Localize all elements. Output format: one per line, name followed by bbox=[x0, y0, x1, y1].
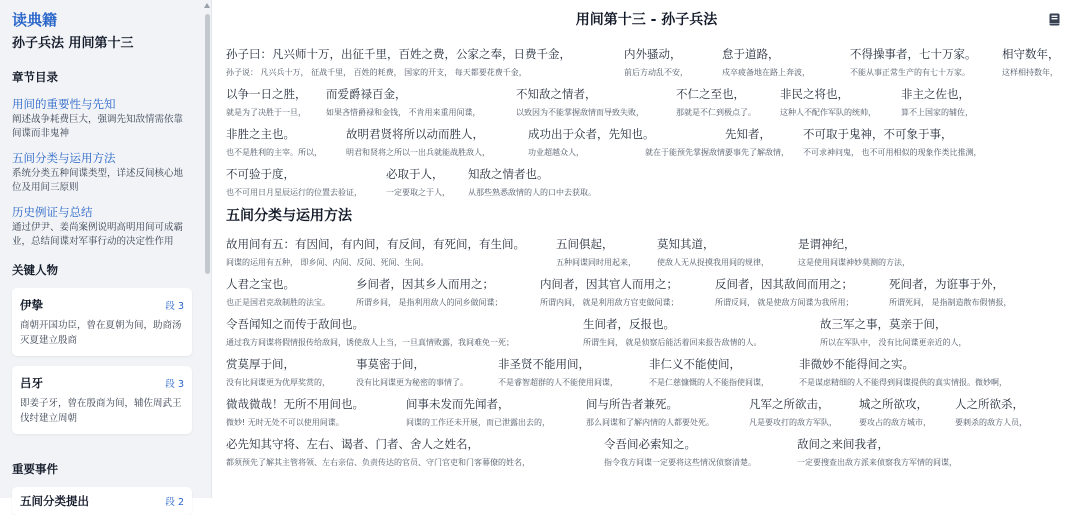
translation-text: 要刺杀的敌方人员， bbox=[955, 418, 1027, 427]
sentence-segment[interactable] bbox=[657, 236, 798, 269]
original-text: 间事未发而先闻者， bbox=[406, 397, 510, 411]
toc-item[interactable] bbox=[12, 151, 188, 195]
sentence-segment[interactable] bbox=[859, 396, 955, 429]
sentence-segment[interactable] bbox=[604, 436, 797, 469]
text-row bbox=[226, 316, 1067, 349]
translation-text: 那就是不仁到极点了。 bbox=[676, 108, 756, 117]
sentence-segment[interactable] bbox=[356, 356, 498, 389]
person-name: 伊挚 bbox=[20, 298, 43, 312]
toc-list bbox=[12, 97, 188, 249]
toc-item-title[interactable]: 五间分类与运用方法 bbox=[12, 151, 116, 165]
sentence-segment[interactable] bbox=[583, 316, 820, 349]
original-text: 孙子曰：凡兴师十万，出征千里，百姓之费，公家之奉，日费千金， bbox=[226, 47, 571, 61]
original-text: 微哉微哉！无所不用间也。 bbox=[226, 397, 364, 411]
original-text: 内间者，因其官人而用之； bbox=[540, 277, 678, 291]
original-text: 内外骚动， bbox=[624, 47, 682, 61]
sentence-segment[interactable] bbox=[624, 46, 722, 79]
translation-text: 不是睿智超群的人不能使用间谍， bbox=[498, 378, 618, 387]
original-text: 人之所欲杀， bbox=[955, 397, 1024, 411]
translation-text: 所以在军队中， 没有比间谍更亲近的人， bbox=[820, 338, 967, 347]
original-text: 不可取于鬼神，不可象于事， bbox=[803, 127, 953, 141]
translation-text: 明君和贤将之所以一出兵就能战胜敌人， bbox=[346, 148, 490, 157]
translation-text: 功业超越众人， bbox=[528, 148, 584, 157]
translation-text: 没有比间谍更为秘密的事情了。 bbox=[356, 378, 468, 387]
translation-text: 不能从事正常生产的有七十万家。 bbox=[850, 68, 970, 77]
translation-text: 要攻占的敌方城市， bbox=[859, 418, 931, 427]
original-text: 非仁义不能使间， bbox=[649, 357, 741, 371]
translation-text: 这种人不配作军队的统帅， bbox=[780, 108, 876, 117]
person-card[interactable] bbox=[12, 288, 192, 356]
text-row bbox=[226, 276, 1067, 309]
translation-text: 使敌人无从捉摸我用间的规律， bbox=[657, 258, 769, 267]
original-text: 必先知其守将、左右、谒者、门者、舍人之姓名， bbox=[226, 437, 479, 451]
translation-text: 就是为了决胜于一旦， bbox=[226, 108, 306, 117]
sentence-segment[interactable] bbox=[226, 316, 583, 349]
sentence-segment[interactable] bbox=[528, 126, 655, 159]
translation-text: 也正是国君克敌制胜的法宝。 bbox=[226, 298, 330, 307]
sentence-segment[interactable] bbox=[850, 46, 1002, 79]
person-card-header bbox=[20, 297, 184, 313]
event-card[interactable] bbox=[12, 487, 192, 515]
translation-text: 不是谋虑精细的人不能得到间谍提供的真实情报。微妙啊， bbox=[799, 378, 1007, 387]
original-text: 不可验于度， bbox=[226, 167, 295, 181]
segment-link[interactable]: 段 2 bbox=[165, 497, 184, 508]
text-row bbox=[226, 126, 1067, 159]
sentence-segment[interactable] bbox=[725, 126, 803, 159]
translation-text: 所谓内间， 就是利用敌方官吏做间谍； bbox=[540, 298, 679, 307]
original-text: 莫知其道， bbox=[657, 237, 715, 251]
sentence-segment[interactable] bbox=[498, 356, 649, 389]
translation-text: 通过我方间谍将假情报传给敌间，诱使敌人上当，一旦真情败露，我间难免一死； bbox=[226, 338, 514, 347]
original-text: 相守数年， bbox=[1002, 47, 1060, 61]
translation-text: 凡是要攻打的敌方军队， bbox=[749, 418, 837, 427]
original-text: 人君之宝也。 bbox=[226, 277, 295, 291]
sentence-segment[interactable] bbox=[386, 166, 468, 199]
translation-text: 所谓乡间， 是指利用敌人的同乡做间谍； bbox=[356, 298, 503, 307]
sentence-segment[interactable] bbox=[780, 86, 901, 119]
sentence-segment[interactable] bbox=[516, 86, 676, 119]
translation-text: 没有比间谍更为优厚奖赏的， bbox=[226, 378, 330, 387]
text-row bbox=[226, 396, 1067, 429]
text-row bbox=[226, 166, 1067, 199]
sentence-segment[interactable] bbox=[797, 436, 1067, 469]
sentence-segment[interactable] bbox=[649, 356, 799, 389]
original-text: 间与所告者兼死。 bbox=[586, 397, 678, 411]
segment-link[interactable]: 段 3 bbox=[165, 379, 184, 390]
sentence-segment[interactable] bbox=[556, 236, 657, 269]
section-1-rows bbox=[226, 46, 1067, 199]
translation-text: 孙子说： 凡兴兵十万， 征战千里， 百姓的耗费， 国家的开支， 每天都要花费千金， bbox=[226, 68, 527, 77]
original-text bbox=[645, 126, 725, 143]
sentence-segment[interactable] bbox=[722, 46, 850, 79]
book-icon[interactable] bbox=[1049, 13, 1060, 26]
translation-text: 也不是胜利的主宰。所以， bbox=[226, 148, 322, 157]
sentence-segment[interactable] bbox=[346, 126, 528, 159]
toc-item-desc: 系统分类五种间谍类型，详述反间核心地位及用间三原则 bbox=[12, 168, 184, 193]
original-text: 生间者，反报也。 bbox=[583, 317, 675, 331]
sentence-segment[interactable] bbox=[226, 46, 624, 79]
original-text: 非胜之主也。 bbox=[226, 127, 295, 141]
sentence-segment[interactable] bbox=[226, 236, 556, 269]
sentence-segment[interactable] bbox=[226, 396, 406, 429]
scroll-up-arrow[interactable] bbox=[204, 3, 210, 8]
section-title: 五间分类与运用方法 bbox=[226, 208, 352, 224]
sidebar-scrollbar[interactable] bbox=[205, 14, 210, 274]
original-text: 先知者， bbox=[725, 127, 771, 141]
original-text: 令吾闻知之而传于敌间也。 bbox=[226, 317, 364, 331]
translation-text: 都须预先了解其主管将领、左右亲信、负责传达的官员、守门官吏和门客幕僚的姓名， bbox=[226, 458, 530, 467]
person-name: 吕牙 bbox=[20, 376, 43, 390]
translation-text: 不可求神问鬼， 也不可用相似的现象作类比推测， bbox=[803, 148, 982, 157]
sentence-segment[interactable] bbox=[226, 166, 386, 199]
book-title: 孙子兵法 用间第十三 bbox=[12, 36, 134, 51]
translation-text: 前后方动乱不安， bbox=[624, 68, 688, 77]
translation-text: 五种间谍同时用起来， bbox=[556, 258, 636, 267]
sentence-segment[interactable] bbox=[901, 86, 1001, 119]
original-text: 不知敌之情者， bbox=[516, 87, 597, 101]
original-text: 非圣贤不能用间， bbox=[498, 357, 590, 371]
sentence-segment[interactable] bbox=[226, 436, 604, 469]
person-card-header bbox=[20, 375, 184, 391]
sentence-segment[interactable] bbox=[326, 86, 516, 119]
sentence-segment[interactable] bbox=[226, 126, 346, 159]
original-text: 非主之佐也， bbox=[901, 87, 970, 101]
sentence-segment[interactable] bbox=[586, 396, 749, 429]
original-text: 故明君贤将所以动而胜人， bbox=[346, 127, 484, 141]
translation-text: 也不可用日月星辰运行的位置去验证， bbox=[226, 188, 362, 197]
person-desc: 商朝开国功臣，曾在夏朝为间，助商汤灭夏建立殷商 bbox=[20, 320, 182, 346]
toc-item-title[interactable]: 历史例证与总结 bbox=[12, 205, 93, 219]
original-text: 知敌之情者也。 bbox=[468, 167, 549, 181]
translation-text: 这是使用间谍神妙莫测的方法， bbox=[798, 258, 910, 267]
sentence-segment[interactable] bbox=[715, 276, 889, 309]
original-text: 赏莫厚于间， bbox=[226, 357, 295, 371]
translation-text: 要事先了解敌情， bbox=[725, 148, 789, 157]
original-text: 死间者，为诳事于外， bbox=[889, 277, 1004, 291]
translation-text: 间谍的工作还未开展，而已泄露出去的， bbox=[406, 418, 550, 427]
sentence-segment[interactable] bbox=[1002, 46, 1072, 79]
original-text: 怠于道路， bbox=[722, 47, 780, 61]
original-text: 而爱爵禄百金， bbox=[326, 87, 407, 101]
original-text: 是谓神纪， bbox=[798, 237, 856, 251]
text-row bbox=[226, 46, 1067, 79]
page-title: 用间第十三 - 孙子兵法 bbox=[575, 12, 718, 28]
translation-text: 不是仁慈慷慨的人不能指使间谍， bbox=[649, 378, 769, 387]
original-text: 非民之将也， bbox=[780, 87, 849, 101]
sentence-segment[interactable] bbox=[955, 396, 1055, 429]
person-card[interactable] bbox=[12, 366, 192, 434]
original-text: 五间俱起， bbox=[556, 237, 614, 251]
translation-text: 这样相持数年， bbox=[1002, 68, 1058, 77]
translation-text: 一定要取之于人， bbox=[386, 188, 450, 197]
toc-item-desc: 阐述战争耗费巨大，强调先知敌情需依靠间谍而非鬼神 bbox=[12, 114, 184, 139]
text-row bbox=[226, 356, 1067, 389]
sentence-segment[interactable] bbox=[645, 126, 733, 159]
sentence-segment[interactable] bbox=[798, 236, 938, 269]
original-text: 事莫密于间， bbox=[356, 357, 425, 371]
translation-text: 就在于能预先掌握敌情。 bbox=[645, 148, 733, 157]
events-heading: 重要事件 bbox=[12, 462, 58, 476]
translation-text: 所谓死间， 是指制造散布假情报， bbox=[889, 298, 1012, 307]
translation-text: 间谍的运用有五种， 即乡间、内间、反间、死间、生间。 bbox=[226, 258, 429, 267]
translation-text: 如果吝惜爵禄和金钱， 不肯用来重用间谍， bbox=[326, 108, 481, 117]
toc-item[interactable] bbox=[12, 97, 188, 141]
original-text: 乡间者，因其乡人而用之； bbox=[356, 277, 494, 291]
translation-text: 所谓生间， 就是侦察后能活着回来报告敌情的人。 bbox=[583, 338, 762, 347]
original-text: 令吾间必索知之。 bbox=[604, 437, 696, 451]
sentence-segment[interactable] bbox=[749, 396, 859, 429]
sentence-segment[interactable] bbox=[799, 356, 1049, 389]
original-text: 凡军之所欲击， bbox=[749, 397, 830, 411]
toc-item-title[interactable]: 用间的重要性与先知 bbox=[12, 97, 116, 111]
original-text: 故三军之事，莫亲于间， bbox=[820, 317, 947, 331]
translation-text: 所谓反间， 就是使敌方间谍为我所用； bbox=[715, 298, 854, 307]
sentence-segment[interactable] bbox=[820, 316, 1020, 349]
segment-link[interactable]: 段 3 bbox=[165, 301, 184, 312]
section-2-rows bbox=[226, 236, 1067, 469]
text-row bbox=[226, 86, 1067, 119]
translation-text: 指令我方间谍一定要将这些情况侦察清楚。 bbox=[604, 458, 756, 467]
original-text: 不得操事者，七十万家。 bbox=[850, 47, 977, 61]
people-heading: 关键人物 bbox=[12, 263, 58, 277]
sentence-segment[interactable] bbox=[803, 126, 1065, 159]
sentence-segment[interactable] bbox=[356, 276, 540, 309]
original-text: 城之所欲攻， bbox=[859, 397, 928, 411]
toc-heading: 章节目录 bbox=[12, 70, 58, 84]
original-text: 反间者，因其敌间而用之； bbox=[715, 277, 853, 291]
text-row bbox=[226, 236, 1067, 269]
translation-text: 从那些熟悉敌情的人的口中去获取。 bbox=[468, 188, 596, 197]
translation-text: 那么间谍和了解内情的人都要处死。 bbox=[586, 418, 714, 427]
sentence-segment[interactable] bbox=[540, 276, 715, 309]
event-name: 五间分类提出 bbox=[20, 494, 89, 508]
original-text: 不仁之至也， bbox=[676, 87, 745, 101]
translation-text: 一定要搜查出敌方派来侦察我方军情的间谍， bbox=[797, 458, 957, 467]
sentence-segment[interactable] bbox=[226, 356, 356, 389]
sentence-segment[interactable] bbox=[226, 86, 326, 119]
original-text: 必取于人， bbox=[386, 167, 444, 181]
original-text: 非微妙不能得间之实。 bbox=[799, 357, 914, 371]
translation-text: 算不上国家的辅佐， bbox=[901, 108, 973, 117]
event-card-header bbox=[20, 493, 184, 509]
sidebar bbox=[0, 0, 212, 508]
sentence-segment[interactable] bbox=[468, 166, 688, 199]
toc-item[interactable] bbox=[12, 205, 188, 249]
toc-item-desc: 通过伊尹、姜尚案例说明高明用间可成霸业，总结间谍对军事行动的决定性作用 bbox=[12, 222, 184, 247]
sentence-segment[interactable] bbox=[889, 276, 1049, 309]
original-text: 成功出于众者，先知也。 bbox=[528, 127, 655, 141]
text-row bbox=[226, 436, 1067, 469]
translation-text: 戍卒疲备地在路上奔波， bbox=[722, 68, 810, 77]
translation-text: 微妙! 无时无处不可以使用间谍。 bbox=[226, 418, 344, 427]
original-text: 敌间之来间我者， bbox=[797, 437, 889, 451]
person-desc: 即姜子牙，曾在殷商为间，辅佐周武王伐纣建立周朝 bbox=[20, 398, 182, 424]
original-text: 以争一日之胜， bbox=[226, 87, 307, 101]
translation-text: 以致因为不能掌握敌情而导致失败， bbox=[516, 108, 644, 117]
sentence-segment[interactable] bbox=[226, 276, 356, 309]
main-content bbox=[213, 0, 1080, 498]
original-text: 故用间有五：有因间，有内间，有反间，有死间，有生间。 bbox=[226, 237, 525, 251]
reading-pane bbox=[213, 40, 1067, 469]
sentence-segment[interactable] bbox=[406, 396, 586, 429]
top-bar bbox=[213, 0, 1080, 40]
app-title: 读典籍 bbox=[12, 11, 58, 29]
sentence-segment[interactable] bbox=[676, 86, 780, 119]
